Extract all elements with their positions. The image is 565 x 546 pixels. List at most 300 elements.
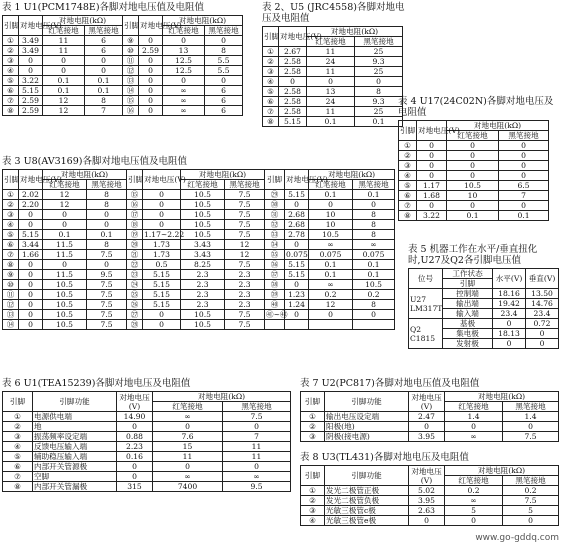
table-cell: ⑬	[123, 76, 139, 86]
table-cell: 2.02	[19, 190, 43, 200]
table-cell: 5.15	[279, 117, 307, 127]
table-cell: 10	[309, 220, 353, 230]
table-cell: 0	[309, 200, 353, 210]
header-cell: 对地电阻(kΩ)	[163, 16, 243, 26]
table-cell: 9.3	[355, 97, 403, 107]
table-cell: ⑭	[3, 320, 19, 330]
table-cell: ∞	[163, 106, 205, 116]
table-cell: 10.5	[181, 190, 225, 200]
table-cell: 12	[43, 106, 85, 116]
header-cell: 引脚	[3, 16, 19, 36]
table-cell: 12.5	[163, 56, 205, 66]
table-cell: ③	[3, 432, 33, 442]
header-cell: 引脚功能	[325, 466, 409, 486]
table-cell: 10.5	[353, 280, 395, 290]
header-cell: 对地电压(V)	[409, 466, 445, 486]
table-cell: 5.15	[19, 230, 43, 240]
table-cell: 0	[205, 76, 243, 86]
table-cell: ⑧	[399, 211, 417, 221]
table-cell: 0	[499, 201, 549, 211]
table-cell: 25	[355, 107, 403, 117]
table-cell: 输入端	[443, 309, 493, 319]
table-cell: ∞	[163, 96, 205, 106]
table-cell: ④	[263, 77, 279, 87]
table-cell: ㉖	[127, 300, 143, 310]
table-cell: 7	[499, 191, 549, 201]
table-cell: 7.5	[87, 320, 127, 330]
table-row	[3, 482, 291, 492]
table-row	[301, 496, 559, 506]
table-cell: ⑤	[3, 230, 19, 240]
table-cell: 1.73	[143, 250, 181, 260]
table-cell: 9.5	[87, 270, 127, 280]
table-cell: ㉛	[265, 210, 285, 220]
table-cell: 5.15	[285, 260, 309, 270]
header-cell: 对地电压(V)	[279, 27, 307, 47]
header-cell: 引脚	[3, 170, 19, 190]
table-cell: 0.075	[286, 250, 308, 259]
table-cell: ⑤	[399, 181, 417, 191]
table-cell: 10.5	[181, 310, 225, 320]
table-cell: ④	[3, 442, 33, 452]
table4-title: 表 4 U17(24C02N)各脚对地电压及电阻值	[398, 96, 554, 118]
table-row	[3, 220, 395, 230]
table-cell: ⑮	[123, 96, 139, 106]
header-cell: 对地电阻(kΩ)	[181, 170, 265, 180]
header-cell: 黑笔接地	[85, 26, 123, 36]
table-cell: 0	[153, 422, 223, 432]
table-cell: ⑳	[127, 240, 143, 250]
table-cell: 7.5	[225, 230, 265, 240]
table-row	[3, 320, 395, 330]
table-cell: 0	[87, 210, 127, 220]
header-cell: 工作状态	[443, 269, 493, 279]
table-cell: 0.2	[503, 486, 559, 496]
table-row	[263, 87, 403, 97]
table-cell: 0	[85, 56, 123, 66]
table-cell: 发射极	[443, 339, 493, 349]
table-cell: 1.24	[285, 300, 309, 310]
header-cell: 引脚	[127, 170, 143, 190]
header-cell: 红笔接地	[309, 180, 353, 190]
header-cell: 对地电阻(kΩ)	[309, 170, 395, 180]
table-cell: 7.5	[87, 290, 127, 300]
table-cell: 24	[307, 57, 355, 67]
table-cell: 15	[153, 442, 223, 452]
table-row	[3, 260, 395, 270]
table-cell: 5.5	[205, 66, 243, 76]
table-cell: 10.5	[181, 230, 225, 240]
table-cell: 14.76	[526, 299, 559, 309]
header-cell: 红笔接地	[307, 37, 355, 47]
table-cell: 8	[205, 46, 243, 56]
header-cell: 对地电阻(kΩ)	[445, 392, 559, 402]
table-cell: 2.47	[409, 412, 445, 422]
table-cell: 0.1	[309, 270, 353, 280]
table-cell: 0	[503, 516, 559, 526]
table-cell: ①	[3, 190, 19, 200]
table-cell: 7.5	[225, 310, 265, 320]
table-cell: ㉟	[265, 250, 285, 260]
header-cell: 引脚功能	[33, 392, 117, 412]
table-cell: 11.5	[43, 240, 87, 250]
table-cell: 5	[445, 506, 503, 516]
table-row	[3, 106, 243, 116]
table-row	[3, 432, 291, 442]
table-cell: 0	[447, 201, 499, 211]
header-row	[301, 392, 559, 402]
table-row	[399, 151, 549, 161]
table-cell: ㉑	[127, 250, 143, 260]
table-cell: 0	[153, 462, 223, 472]
table-cell: ⑤	[3, 76, 19, 86]
table-cell: 11	[307, 107, 355, 117]
table-cell: ㊱	[265, 260, 285, 270]
table-row	[3, 442, 291, 452]
table-cell: ②	[3, 46, 19, 56]
header-cell: 黑笔接地	[225, 180, 265, 190]
table-cell: 0	[19, 310, 43, 320]
table-cell: 5.5	[205, 56, 243, 66]
table-cell: ∞	[153, 472, 223, 482]
table-cell: 8	[353, 220, 395, 230]
table-row	[3, 46, 243, 56]
table-cell: 0	[19, 280, 43, 290]
table-cell: 8	[87, 190, 127, 200]
table-cell: 0	[285, 280, 309, 290]
table-cell: 2.59	[19, 106, 43, 116]
table-cell: 7	[223, 432, 291, 442]
table-cell: 12	[225, 250, 265, 260]
table-row	[3, 310, 395, 320]
table-cell: 地	[33, 422, 117, 432]
table-cell: 5	[503, 506, 559, 516]
table-cell: 0.1	[353, 190, 395, 200]
table-cell: 2.3	[225, 280, 265, 290]
header-row	[263, 27, 403, 37]
table-cell: ⑫	[3, 300, 19, 310]
table-cell: ⑭	[123, 86, 139, 96]
table-cell: 5.15	[19, 86, 43, 96]
table-cell: ⑰	[127, 210, 143, 220]
table-cell: 2.3	[225, 270, 265, 280]
table-cell: 0.1	[43, 86, 85, 96]
table-row	[301, 412, 559, 422]
table-cell: ㊴	[265, 290, 285, 300]
table-cell: 6	[85, 46, 123, 56]
table-cell: 10.5	[181, 210, 225, 220]
table-cell: 0	[143, 320, 181, 330]
table-cell: 振荡频率设定端	[33, 432, 117, 442]
header-cell: 对地电阻(kΩ)	[153, 392, 291, 402]
table-cell: ①	[399, 141, 417, 151]
table-cell: ∞	[153, 412, 223, 422]
table-cell: 1.66	[19, 250, 43, 260]
table-cell: 0.1	[499, 211, 549, 221]
header-cell: 红笔接地	[43, 26, 85, 36]
table-cell: 7400	[153, 482, 223, 492]
table-cell: 7.5	[225, 220, 265, 230]
table-cell: 光敏三极管e极	[325, 516, 409, 526]
table-cell: 10.5	[43, 310, 87, 320]
table-row	[399, 211, 549, 221]
table7-title: 表 7 U2(PC817)各脚对地电压值及电阻值	[300, 378, 480, 389]
table-cell: 光敏三极管c极	[325, 506, 409, 516]
header-cell: 对地电压(V)	[19, 16, 43, 36]
table-row	[3, 250, 395, 260]
table-cell: ∞	[223, 472, 291, 482]
table-cell: ㊶~㊸	[266, 310, 288, 319]
table-cell: 0	[417, 141, 447, 151]
table-cell: 2.3	[181, 300, 225, 310]
table-cell: 0	[43, 210, 87, 220]
table-cell: 18.13	[493, 329, 526, 339]
table-cell: ㉔	[127, 280, 143, 290]
table-cell: 0	[87, 220, 127, 230]
table-cell: ④	[399, 171, 417, 181]
table-cell: 2.3	[181, 290, 225, 300]
table-cell: 0	[279, 77, 307, 87]
table-cell: ③	[301, 432, 325, 442]
header-cell: 引脚	[3, 392, 33, 412]
table-cell: ∞	[163, 86, 205, 96]
table-cell: 2.58	[279, 87, 307, 97]
header-cell: 红笔接地	[445, 402, 503, 412]
table-cell: 0	[139, 96, 163, 106]
table-cell: 0	[19, 56, 43, 66]
header-cell: 红笔接地	[445, 476, 503, 486]
table-cell: 8	[87, 240, 127, 250]
table-cell: 0.2	[353, 290, 395, 300]
table-row	[3, 412, 291, 422]
table-cell: 6	[205, 96, 243, 106]
table-cell: 10.5	[309, 230, 353, 240]
table-cell: 7.5	[223, 412, 291, 422]
table-cell: 23.4	[526, 309, 559, 319]
table-cell: ⑧	[3, 260, 19, 270]
table-cell: ㊳	[265, 280, 285, 290]
table-cell: ②	[301, 422, 325, 432]
table-cell: 内部开关管源极	[33, 462, 117, 472]
header-cell: 引脚	[263, 27, 279, 47]
table6	[2, 391, 291, 492]
table-cell: 7.5	[87, 280, 127, 290]
table-cell: 0	[447, 161, 499, 171]
table-cell: 9.5	[223, 482, 291, 492]
table-cell: ③	[263, 67, 279, 77]
table-cell: 0.1	[353, 260, 395, 270]
table-cell: 8	[353, 210, 395, 220]
table-cell: 2.59	[139, 46, 163, 56]
table-cell: 2.68	[285, 210, 309, 220]
table-row	[3, 56, 243, 66]
table-cell: 辅助稳压输入端	[33, 452, 117, 462]
table-cell: 3.22	[19, 76, 43, 86]
table-cell: 11.5	[43, 250, 87, 260]
table-cell: 24	[307, 97, 355, 107]
table-cell: 0	[19, 260, 43, 270]
table-cell: ㉘	[127, 320, 143, 330]
table-cell: ③	[399, 161, 417, 171]
table-row	[301, 516, 559, 526]
table-cell: 0	[353, 310, 395, 320]
table-cell: ⑥	[3, 240, 19, 250]
table-cell: 0.1	[309, 190, 353, 200]
table-cell: 2.58	[279, 67, 307, 77]
table-cell: 0	[285, 310, 309, 320]
table-cell: 2.58	[279, 57, 307, 67]
header-cell: 引脚	[301, 392, 325, 412]
header-cell: 黑笔接地	[205, 26, 243, 36]
table-row	[399, 191, 549, 201]
table-cell: ⑧	[3, 482, 33, 492]
table-cell: 0	[447, 141, 499, 151]
table-cell: 0	[285, 240, 309, 250]
table-cell: 7.5	[87, 300, 127, 310]
table-cell: 0	[139, 106, 163, 116]
table-cell: 0	[139, 66, 163, 76]
table-cell: 0	[447, 151, 499, 161]
table-cell: 11	[43, 46, 85, 56]
table-cell	[285, 320, 309, 330]
header-row	[3, 16, 243, 26]
table-cell: 0	[143, 220, 181, 230]
table-cell: 0	[223, 462, 291, 472]
table-cell: 0	[353, 200, 395, 210]
table-cell: 8	[355, 87, 403, 97]
table-cell: 0.1	[43, 230, 87, 240]
table-row	[263, 57, 403, 67]
table-cell: 10.5	[181, 220, 225, 230]
header-row	[399, 121, 549, 131]
table-cell: 12	[43, 200, 87, 210]
table-cell: 5.15	[143, 290, 181, 300]
table-cell: 0	[143, 310, 181, 320]
table-cell: 2.78	[285, 230, 309, 240]
table-cell: 0.1	[307, 117, 355, 127]
header-cell: 黑笔接地	[503, 402, 559, 412]
table-cell: 11	[307, 67, 355, 77]
header-row	[3, 180, 395, 190]
header-cell: 黑笔接地	[353, 180, 395, 190]
header-cell: 引脚	[301, 466, 325, 486]
table-cell: ㉝	[265, 230, 285, 240]
header-cell: 对地电压(V)	[117, 392, 153, 412]
table-cell: 0	[139, 86, 163, 96]
header-cell: 引脚	[399, 121, 417, 141]
table-cell: 0	[19, 300, 43, 310]
table-cell: ㉜	[265, 220, 285, 230]
table-cell: ⑲	[127, 230, 143, 240]
table-cell: ⑩	[3, 280, 19, 290]
part-cell: Q2 C1815	[409, 319, 443, 349]
table-cell: ⑤	[263, 87, 279, 97]
table-cell: 0.2	[309, 290, 353, 300]
table-cell: 5.15	[285, 270, 309, 280]
table-row	[3, 200, 395, 210]
table-cell: 3.22	[417, 211, 447, 221]
header-cell: 对地电阻(kΩ)	[445, 466, 559, 476]
table-cell: ④	[301, 516, 325, 526]
table-cell: ②	[399, 151, 417, 161]
header-row	[301, 466, 559, 476]
table-row	[3, 472, 291, 482]
header-cell: 对地电压(V)	[417, 121, 447, 141]
table-cell: ∞	[309, 240, 353, 250]
table-cell: ㉒	[127, 260, 143, 270]
table-cell: 12.5	[163, 66, 205, 76]
header-cell: 对地电阻(kΩ)	[43, 16, 123, 26]
table-cell: ⑧	[263, 117, 279, 127]
table-row	[3, 230, 395, 240]
table-cell: 7.5	[225, 200, 265, 210]
table-cell: 0	[307, 77, 355, 87]
header-cell: 对地电阻(kΩ)	[43, 170, 127, 180]
table5-title: 表 5 机器工作在水平/垂直扭化时,U27及Q2各引脚电压值	[408, 244, 538, 266]
table-cell: ⑬	[3, 310, 19, 320]
table-cell: 3.49	[19, 46, 43, 56]
table8-title: 表 8 U3(TL431)各脚对地电压及电阻值	[300, 452, 469, 463]
header-cell: 黑笔接地	[223, 402, 291, 412]
table-cell: 0.2	[445, 486, 503, 496]
table-cell: 3.95	[409, 432, 445, 442]
table-cell: ⑪	[3, 290, 19, 300]
table-cell: 0	[117, 422, 153, 432]
table-cell: 阴极(接电源)	[325, 432, 409, 442]
table-cell: 7.5	[225, 260, 265, 270]
table-cell: 0	[19, 290, 43, 300]
table-cell: ⑦	[3, 472, 33, 482]
table-cell: 11.5	[43, 270, 87, 280]
table-cell: 7.5	[225, 210, 265, 220]
table-row	[399, 171, 549, 181]
table-cell: 6	[205, 106, 243, 116]
table-cell: 11	[43, 36, 85, 46]
table-cell: 0	[309, 310, 353, 320]
table-cell: 0	[19, 210, 43, 220]
table-cell: 0.5	[143, 260, 181, 270]
table-cell: 8	[85, 96, 123, 106]
table-cell: 0	[205, 36, 243, 46]
table-cell: 18.16	[493, 289, 526, 299]
table-cell: 0	[409, 422, 445, 432]
table-row	[3, 36, 243, 46]
table-row	[399, 161, 549, 171]
table-cell	[353, 320, 395, 330]
table-cell: ②	[3, 200, 19, 210]
table-cell: 0	[139, 56, 163, 66]
table-cell: 0.1	[353, 270, 395, 280]
table-row	[3, 290, 395, 300]
table2	[262, 26, 403, 127]
table-cell: 0	[285, 200, 309, 210]
table-cell: 7.6	[153, 432, 223, 442]
table-cell: 0	[355, 77, 403, 87]
table1-title: 表 1 U1(PCM1748E)各脚对地电压值及电阻值	[2, 2, 205, 13]
table-cell: ∞	[353, 240, 395, 250]
table-cell: ⑨	[123, 36, 139, 46]
table-cell: 11	[153, 452, 223, 462]
header-cell: 红笔接地	[181, 180, 225, 190]
header-cell: 对地电压(V)	[139, 16, 163, 36]
table-cell: 6	[205, 86, 243, 96]
table-cell: 9.3	[355, 57, 403, 67]
table-cell: 基极	[443, 319, 493, 329]
table-cell: 5.15	[143, 270, 181, 280]
table-cell: 3.44	[19, 240, 43, 250]
table-cell: 3.49	[19, 36, 43, 46]
table-cell: 0	[499, 161, 549, 171]
